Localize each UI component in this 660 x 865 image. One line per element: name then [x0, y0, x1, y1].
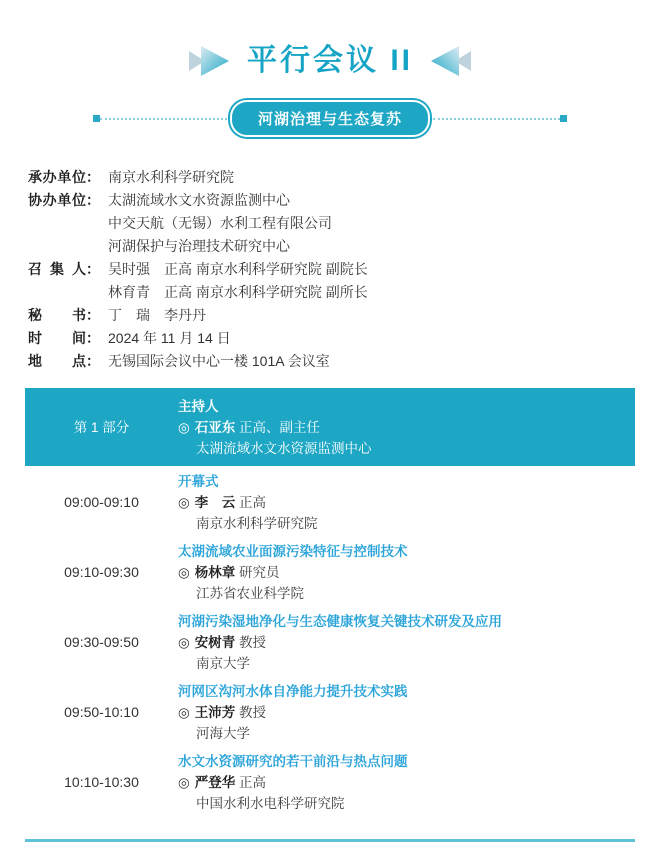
session-topic: 河网区沟河水体自净能力提升技术实践: [178, 684, 408, 699]
colon: ：: [86, 307, 100, 323]
host-name: 石亚东: [194, 420, 236, 435]
double-chevron-left-icon: [429, 46, 471, 76]
speaker-name: 王沛芳: [194, 705, 236, 720]
title-row: [0, 0, 660, 78]
square-endcap-icon: [560, 115, 567, 122]
speaker-org: 南京大学: [196, 656, 250, 671]
page-title: 平行会议 II: [246, 44, 413, 77]
colon: ：: [86, 330, 100, 346]
speaker-title: 教授: [239, 705, 267, 720]
host-title: 正高、副主任: [239, 420, 321, 435]
session-speaker: [178, 702, 635, 723]
session-speaker: [178, 632, 635, 653]
session-time: 10:10-10:30: [64, 774, 139, 790]
host-role-label: 主持人: [178, 399, 219, 414]
session-time: 09:00-09:10: [64, 494, 139, 510]
info-label: 召集人: [28, 261, 86, 277]
speaker-org: 南京水利科学研究院: [196, 516, 318, 531]
info-label: 时间: [28, 330, 86, 346]
session-time: 09:30-09:50: [64, 634, 139, 650]
schedule-header-row: [25, 388, 635, 466]
info-row-time: [28, 327, 660, 350]
section-badge: 河湖治理与生态复苏: [230, 100, 430, 137]
session-row: [25, 466, 635, 536]
schedule-table: [25, 388, 635, 816]
square-endcap-icon: [93, 115, 100, 122]
speaker-name: 严登华: [194, 775, 236, 790]
speaker-name: 李 云: [194, 495, 236, 510]
info-label: 协办单位: [28, 192, 86, 208]
double-chevron-right-icon: [189, 46, 231, 76]
dotted-rule: [100, 118, 227, 120]
speaker-title: 研究员: [239, 565, 280, 580]
info-value: 河湖保护与治理技术研究中心: [108, 238, 290, 254]
session-speaker: [178, 492, 635, 513]
session-time: 09:10-09:30: [64, 564, 139, 580]
info-row-location: [28, 350, 660, 373]
session-row: [25, 606, 635, 676]
session-speaker: [178, 562, 635, 583]
speaker-title: 教授: [239, 635, 267, 650]
info-label: 地点: [28, 353, 86, 369]
colon: ：: [86, 169, 100, 185]
colon: ：: [86, 261, 100, 277]
info-value: 丁 瑞 李丹丹: [108, 307, 206, 323]
speaker-marker-icon: ◎: [178, 420, 190, 435]
colon: ：: [86, 353, 100, 369]
info-label: 承办单位: [28, 169, 86, 185]
info-value: 中交天航（无锡）水利工程有限公司: [108, 215, 332, 231]
info-value: 吴时强 正高 南京水利科学研究院 副院长: [108, 261, 368, 277]
info-value: 太湖流域水文水资源监测中心: [108, 192, 290, 208]
info-row-convener: [28, 258, 660, 304]
info-value: 2024 年 11 月 14 日: [108, 330, 231, 346]
info-value: 南京水利科学研究院: [108, 169, 234, 185]
info-value: 无锡国际会议中心一楼 101A 会议室: [108, 353, 330, 369]
speaker-org: 中国水利水电科学研究院: [196, 796, 345, 811]
speaker-title: 正高: [239, 495, 267, 510]
speaker-title: 正高: [239, 775, 267, 790]
info-label: 秘书: [28, 307, 86, 323]
part-label: 第 1 部分: [73, 420, 130, 435]
session-row: [25, 676, 635, 746]
info-row-secretary: [28, 304, 660, 327]
session-speaker: [178, 772, 635, 793]
host-line: [178, 417, 635, 438]
session-topic: 太湖流域农业面源污染特征与控制技术: [178, 544, 408, 559]
section-badge-row: [93, 100, 567, 137]
session-time: 09:50-10:10: [64, 704, 139, 720]
next-section-top-edge: [25, 839, 635, 842]
speaker-marker-icon: ◎: [178, 495, 190, 510]
session-topic: 河湖污染湿地净化与生态健康恢复关键技术研发及应用: [178, 614, 502, 629]
speaker-org: 江苏省农业科学院: [196, 586, 304, 601]
speaker-marker-icon: ◎: [178, 635, 190, 650]
info-row-organizer: [28, 166, 660, 189]
speaker-marker-icon: ◎: [178, 705, 190, 720]
speaker-marker-icon: ◎: [178, 565, 190, 580]
colon: ：: [86, 192, 100, 208]
meeting-info: [28, 166, 660, 373]
session-row: [25, 746, 635, 816]
speaker-name: 安树青: [194, 635, 236, 650]
dotted-rule: [433, 118, 560, 120]
session-topic: 水文水资源研究的若干前沿与热点问题: [178, 754, 408, 769]
host-org: 太湖流域水文水资源监测中心: [196, 441, 372, 456]
session-topic: 开幕式: [178, 474, 219, 489]
speaker-name: 杨林章: [194, 565, 236, 580]
session-row: [25, 536, 635, 606]
info-value: 林育青 正高 南京水利科学研究院 副所长: [108, 284, 368, 300]
speaker-marker-icon: ◎: [178, 775, 190, 790]
speaker-org: 河海大学: [196, 726, 250, 741]
info-row-coorganizer: [28, 189, 660, 258]
